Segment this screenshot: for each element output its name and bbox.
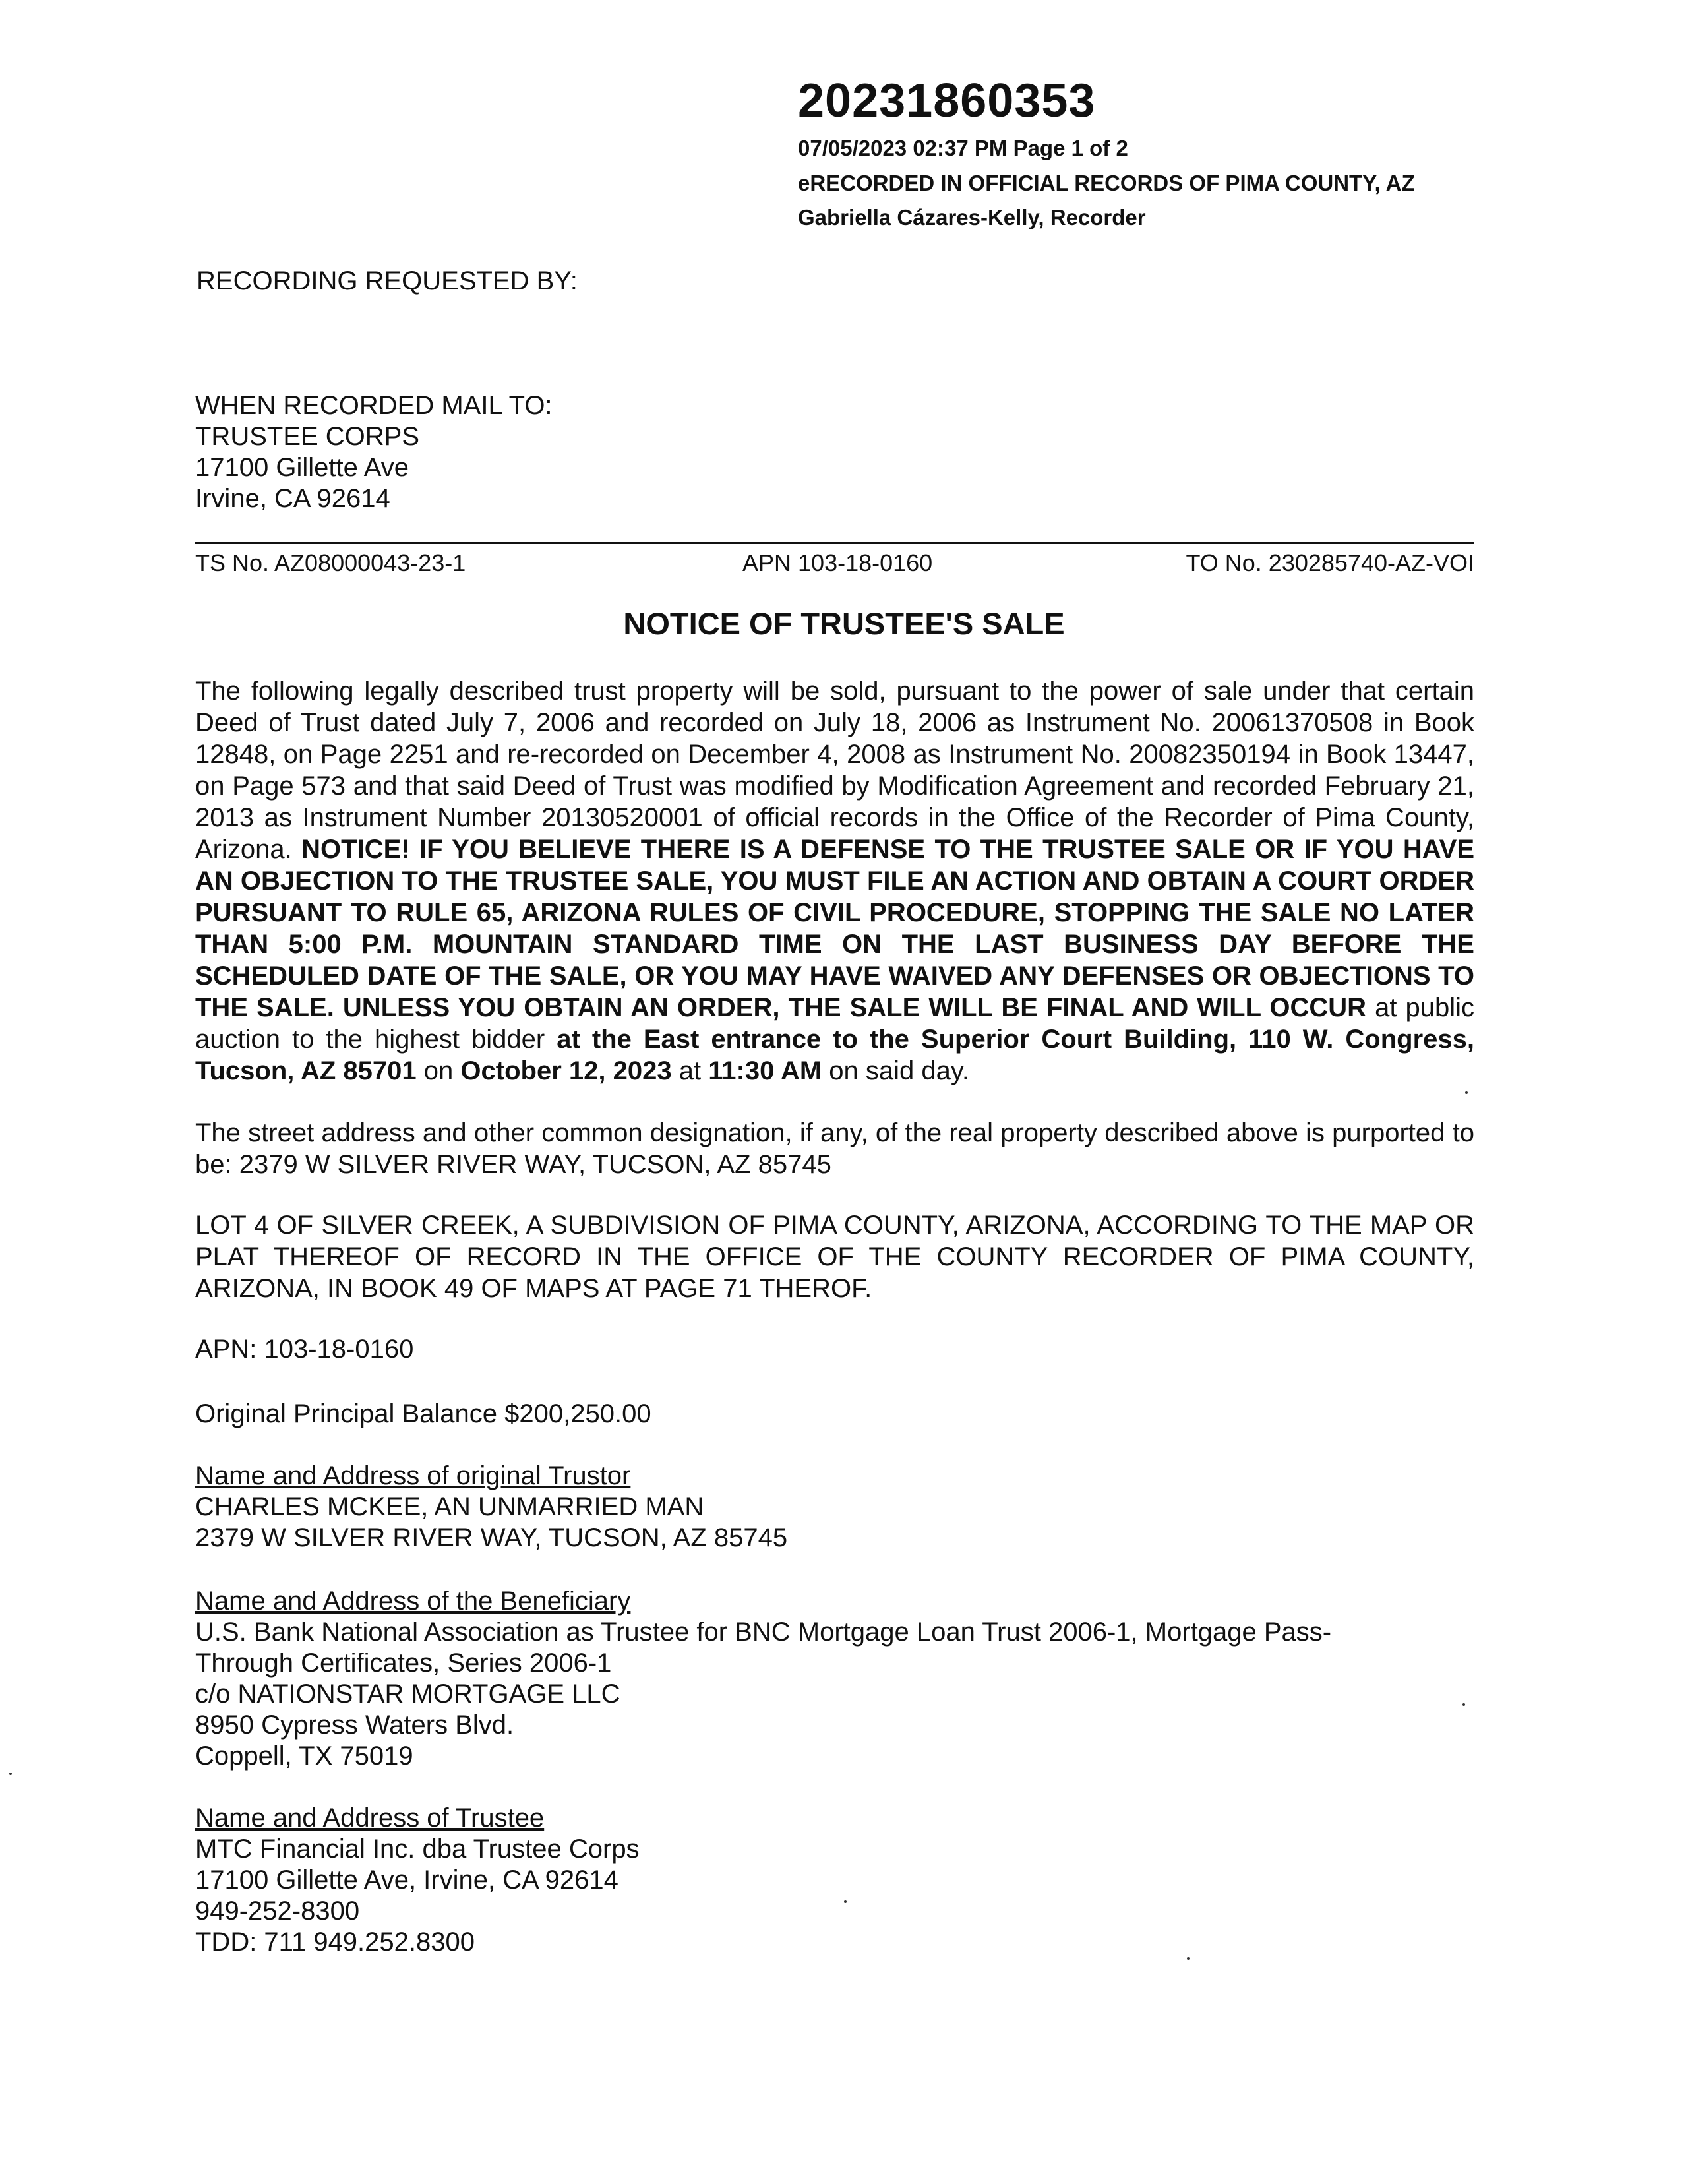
- trustee-line-4: TDD: 711 949.252.8300: [195, 1927, 475, 1957]
- beneficiary-line-1: U.S. Bank National Association as Trustee for BNC Mortgage Loan Trust 2006-1, Mortgage Pass-: [195, 1618, 1332, 1647]
- trustee-line-1: MTC Financial Inc. dba Trustee Corps: [195, 1835, 640, 1864]
- beneficiary-heading: Name and Address of the Beneficiary: [195, 1587, 631, 1616]
- trustor-heading: Name and Address of original Trustor: [195, 1461, 631, 1490]
- scan-speck: [1187, 1957, 1190, 1960]
- beneficiary-line-2: Through Certificates, Series 2006-1: [195, 1649, 612, 1678]
- recorded-in: eRECORDED IN OFFICIAL RECORDS OF PIMA COUNTY, AZ: [798, 171, 1415, 195]
- mail-to-label: WHEN RECORDED MAIL TO:: [195, 391, 553, 420]
- auction-text: at public auction to the highest bidder: [195, 993, 1474, 1054]
- at-text: at: [678, 1056, 702, 1085]
- deed-of-trust-text: The following legally described trust property will be sold, pursuant to the power of sale under that certain Deed of Trust dated July 7, 2006 and recorded on July 18, 2006 as Instrument No. 20061370508 in Book 12848, on Page 2251 and re-recorded on December 4, 2008 as Instrument No. 20082350194 in Book 13447, on Page 573 and that said Deed of Trust was modified by Modification Agreement and recorded February 21, 2013 as Instrument Number 20130520001 of official records in the Office of the Recorder of Pima County, Arizona.: [195, 677, 1474, 864]
- mail-to-block: [195, 390, 553, 514]
- recording-requested-label: RECORDING REQUESTED BY:: [196, 266, 578, 295]
- sale-notice-paragraph: [195, 675, 1474, 1087]
- street-address-paragraph: The street address and other common designation, if any, of the real property described above is purported to be: 2379 W SILVER RIVER WAY, TUCSON, AZ 85745: [195, 1118, 1474, 1179]
- apn-reference: APN 103-18-0160: [742, 549, 933, 576]
- beneficiary-line-3: c/o NATIONSTAR MORTGAGE LLC: [195, 1680, 620, 1709]
- scan-speck: [844, 1900, 847, 1903]
- trustee-line-3: 949-252-8300: [195, 1896, 360, 1926]
- trustee-heading: Name and Address of Trustee: [195, 1804, 545, 1833]
- beneficiary-block: [195, 1586, 1331, 1772]
- beneficiary-line-5: Coppell, TX 75019: [195, 1742, 413, 1771]
- principal-balance: Original Principal Balance $200,250.00: [195, 1399, 651, 1428]
- scan-speck: [1465, 1091, 1468, 1094]
- to-number: TO No. 230285740-AZ-VOI: [1186, 549, 1474, 576]
- document-title: NOTICE OF TRUSTEE'S SALE: [623, 606, 1065, 641]
- on-text: on: [423, 1056, 454, 1085]
- recording-number: 20231860353: [798, 75, 1096, 127]
- trustee-block: [195, 1803, 640, 1958]
- said-day-text: on said day.: [829, 1056, 970, 1085]
- trustee-line-2: 17100 Gillette Ave, Irvine, CA 92614: [195, 1866, 618, 1895]
- scan-speck: [1462, 1703, 1465, 1706]
- mail-to-name: TRUSTEE CORPS: [195, 422, 420, 451]
- ts-number: TS No. AZ08000043-23-1: [195, 549, 466, 576]
- sale-location: at the East entrance to the Superior Court Building, 110 W. Congress, Tucson, AZ 85701: [195, 1025, 1475, 1085]
- recorder-name: Gabriella Cázares-Kelly, Recorder: [798, 205, 1146, 229]
- sale-time: 11:30 AM: [708, 1056, 822, 1085]
- trustor-name: CHARLES MCKEE, AN UNMARRIED MAN: [195, 1492, 704, 1521]
- trustor-address: 2379 W SILVER RIVER WAY, TUCSON, AZ 85745: [195, 1523, 788, 1552]
- legal-description-paragraph: LOT 4 OF SILVER CREEK, A SUBDIVISION OF PIMA COUNTY, ARIZONA, ACCORDING TO THE MAP OR PLAT THEREOF OF RECORD IN THE OFFICE OF THE COUNTY RECORDER OF PIMA COUNTY, ARIZONA, IN BOOK 49 OF MAPS AT PAGE 71 THEROF.: [195, 1211, 1474, 1303]
- legal-notice-text: NOTICE! IF YOU BELIEVE THERE IS A DEFENSE TO THE TRUSTEE SALE OR IF YOU HAVE AN OBJECTION TO THE TRUSTEE SALE, YOU MUST FILE AN ACTION AND OBTAIN A COURT ORDER PURSUANT TO RULE 65, ARIZONA RULES OF CIVIL PROCEDURE, STOPPING THE SALE NO LATER THAN 5:00 P.M. MOUNTAIN STANDARD TIME ON THE LAST BUSINESS DAY BEFORE THE SCHEDULED DATE OF THE SALE, OR YOU MAY HAVE WAIVED ANY DEFENSES OR OBJECTIONS TO THE SALE. UNLESS YOU OBTAIN AN ORDER, THE SALE WILL BE FINAL AND WILL OCCUR: [195, 835, 1474, 1022]
- mail-to-city: Irvine, CA 92614: [195, 484, 390, 513]
- mail-to-street: 17100 Gillette Ave: [195, 453, 409, 482]
- recorded-datetime: 07/05/2023 02:37 PM Page 1 of 2: [798, 136, 1128, 160]
- scan-speck: [9, 1773, 12, 1775]
- beneficiary-line-4: 8950 Cypress Waters Blvd.: [195, 1711, 514, 1740]
- reference-row: [195, 542, 1474, 580]
- trustor-block: [195, 1461, 787, 1554]
- sale-date: October 12, 2023: [460, 1056, 672, 1085]
- apn-line: APN: 103-18-0160: [195, 1335, 414, 1364]
